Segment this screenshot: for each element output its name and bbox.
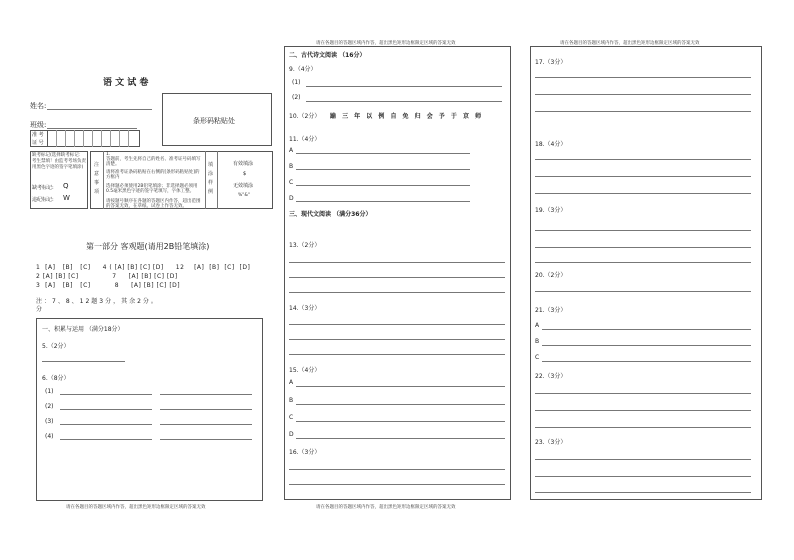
- section2-title: 二、古代诗文阅读 （16分）: [289, 52, 366, 59]
- q23-line-1[interactable]: [535, 459, 751, 460]
- q6-line-2a[interactable]: [60, 409, 152, 410]
- q10-sentence[interactable]: 踰 三 年 以 例 自 免 归 会 予 于 京 师: [330, 113, 484, 120]
- q6-line-3a[interactable]: [60, 424, 152, 425]
- q21-option-b: B: [535, 338, 540, 345]
- q6-line-4b[interactable]: [160, 439, 252, 440]
- q5-answer-line[interactable]: [42, 361, 125, 362]
- q9-item-1: (1): [292, 79, 301, 86]
- q21-line-b[interactable]: [542, 345, 751, 346]
- q23-line-2[interactable]: [535, 476, 751, 477]
- q18-line-1[interactable]: [535, 159, 751, 160]
- q13-line-2[interactable]: [289, 277, 505, 278]
- q6-line-3b[interactable]: [160, 424, 252, 425]
- fill-invalid-label: 无效填涂: [233, 183, 254, 189]
- q11-option-d: D: [289, 195, 294, 202]
- ticket-label: 准 考: [32, 132, 44, 138]
- q19-line-2[interactable]: [535, 247, 751, 248]
- paper-title: 语 文 试 卷: [103, 78, 149, 88]
- notice-2: 请将准考证条码粘贴在右侧的[条形码粘贴处]的方框内: [106, 170, 200, 180]
- class-line[interactable]: [47, 128, 137, 129]
- q16-line-2[interactable]: [289, 484, 505, 485]
- mc-row-2[interactable]: 2 [A] [B] [C] 7 [A] [B] [C] [D]: [36, 273, 178, 280]
- notice-1: 答题前，考生先将自己的姓名、准考证号码填写清楚。: [106, 157, 201, 167]
- fill-sample-vertical-label: 填涂样例: [208, 162, 214, 195]
- q21-line-c[interactable]: [542, 361, 751, 362]
- q19-line-1[interactable]: [535, 230, 751, 231]
- q14-label: 14.（3分）: [289, 305, 321, 312]
- q9-line-2[interactable]: [306, 101, 502, 102]
- q6-label: 6.（8分）: [42, 375, 70, 382]
- q20-line-1[interactable]: [535, 291, 751, 292]
- q16-label: 16.（3分）: [289, 449, 321, 456]
- absence-mark-note: 缺考标记(选择缺考标记：考生禁填！由监考考场负责用黑色字迹的签字笔填涂): [32, 153, 86, 170]
- q6-line-2b[interactable]: [160, 409, 252, 410]
- q15-line-d[interactable]: [296, 438, 505, 439]
- q19-line-3[interactable]: [535, 262, 751, 263]
- q16-line-1[interactable]: [289, 469, 505, 470]
- q21-option-a: A: [535, 322, 540, 329]
- q11-option-b: B: [289, 163, 294, 170]
- left-footer-note: 请在各题目的答题区域内作答，超出黑色矩形边框限定区域的答案无效: [66, 505, 206, 510]
- q13-line-1[interactable]: [289, 262, 505, 263]
- mc-score-note: 注：7、8、12题3分，其余2分。: [36, 298, 159, 305]
- q21-line-a[interactable]: [542, 329, 751, 330]
- q15-label: 15.（4分）: [289, 367, 321, 374]
- q11-line-d[interactable]: [296, 201, 470, 202]
- q10-label: 10.（2分）: [289, 113, 321, 120]
- barcode-label: 条形码粘贴处: [193, 117, 235, 125]
- q22-line-1[interactable]: [535, 393, 751, 394]
- middle-header-note: 请在各题目的答题区域内作答，超出黑色矩形边框限定区域的答案无效: [316, 41, 456, 46]
- mc-row-1[interactable]: 1 [A] [B] [C] 4 ( [A] [B] [C] [D] 12 [A] [B] [C] [D]: [36, 264, 251, 271]
- violation-mark-label: 违纪标记:: [32, 197, 54, 203]
- q6-item-3: (3): [45, 418, 54, 425]
- objective-section-title: 第一部分 客观题(请用2B铅笔填涂): [86, 242, 210, 251]
- q6-line-1b[interactable]: [160, 394, 252, 395]
- name-label: 姓名:: [30, 102, 47, 110]
- q5-label: 5.（2分）: [42, 343, 70, 350]
- q14-line-2[interactable]: [289, 339, 505, 340]
- middle-footer-note: 请在各题目的答题区域内作答，超出黑色矩形边框限定区域的答案无效: [316, 505, 456, 510]
- q21-option-c: C: [535, 354, 540, 361]
- ticket-label-2: 证 号: [32, 140, 44, 146]
- absence-mark-label: 缺考标记:: [32, 185, 54, 191]
- q6-item-4: (4): [45, 433, 54, 440]
- q18-line-2[interactable]: [535, 176, 751, 177]
- q11-label: 11.（4分）: [289, 136, 321, 143]
- notice-vertical-label: 注意事项: [94, 162, 100, 195]
- q11-line-c[interactable]: [296, 185, 470, 186]
- mc-row-3[interactable]: 3 [A] [B] [C] 8 [A] [B] [C] [D]: [36, 282, 181, 289]
- q19-label: 19.（3分）: [535, 207, 567, 214]
- fill-valid-label: 有效填涂: [233, 161, 254, 167]
- mc-score-note-tail: 分: [36, 306, 43, 313]
- fill-valid-sample: $: [243, 171, 247, 177]
- notice-4: 请按题号顺序在各题的答题区内作答，超出范围的答案无效，在草纸、试卷上作答无效。: [106, 199, 201, 209]
- notice-number: 1.: [106, 152, 111, 157]
- q15-line-b[interactable]: [296, 404, 505, 405]
- q11-line-a[interactable]: [296, 153, 470, 154]
- q11-option-a: A: [289, 147, 294, 154]
- q9-label: 9.（4分）: [289, 66, 317, 73]
- q21-label: 21.（3分）: [535, 307, 567, 314]
- violation-mark-glyph[interactable]: W: [63, 194, 70, 202]
- name-line[interactable]: [47, 109, 152, 110]
- q17-label: 17.（3分）: [535, 59, 567, 66]
- q6-item-1: (1): [45, 388, 54, 395]
- q23-line-3[interactable]: [535, 492, 751, 493]
- q18-label: 18.（4分）: [535, 141, 567, 148]
- class-label: 班级:: [30, 121, 47, 129]
- q6-line-4a[interactable]: [60, 439, 152, 440]
- q14-line-1[interactable]: [289, 324, 505, 325]
- q6-line-1a[interactable]: [60, 394, 152, 395]
- q15-line-c[interactable]: [296, 421, 505, 422]
- q20-label: 20.（2分）: [535, 272, 567, 279]
- right-header-note: 请在各题目的答题区域内作答，超出黑色矩形边框限定区域的答案无效: [560, 41, 700, 46]
- q22-line-2[interactable]: [535, 410, 751, 411]
- q6-item-2: (2): [45, 403, 54, 410]
- q9-item-2: (2): [292, 94, 301, 101]
- q18-line-3[interactable]: [535, 193, 751, 194]
- q17-line-2[interactable]: [535, 94, 751, 95]
- q15-option-c: C: [289, 414, 294, 421]
- q22-label: 22.（3分）: [535, 373, 567, 380]
- absence-mark-glyph[interactable]: Q: [63, 182, 69, 190]
- notice-3: 选择题必须使用2B铅笔填涂；非选择题必须用0.5毫米黑色字迹的签字笔填写，字体工整。: [106, 184, 198, 194]
- q11-line-b[interactable]: [296, 169, 470, 170]
- section3-title: 三、现代文阅读 （满分36分）: [289, 211, 372, 218]
- fill-invalid-sample: %"&": [238, 193, 250, 198]
- q13-line-3[interactable]: [289, 292, 505, 293]
- q17-line-3[interactable]: [535, 111, 751, 112]
- q15-option-d: D: [289, 431, 294, 438]
- q9-line-1[interactable]: [306, 86, 502, 87]
- q11-option-c: C: [289, 179, 294, 186]
- q23-label: 23.（3分）: [535, 439, 567, 446]
- q17-line-1[interactable]: [535, 77, 751, 78]
- q14-line-3[interactable]: [289, 354, 505, 355]
- q15-line-a[interactable]: [296, 386, 505, 387]
- q15-option-b: B: [289, 397, 294, 404]
- q15-option-a: A: [289, 379, 294, 386]
- q22-line-3[interactable]: [535, 427, 751, 428]
- q13-label: 13.（2分）: [289, 242, 321, 249]
- section1-box-title: 一、积累与运用 （满分18分）: [42, 326, 124, 333]
